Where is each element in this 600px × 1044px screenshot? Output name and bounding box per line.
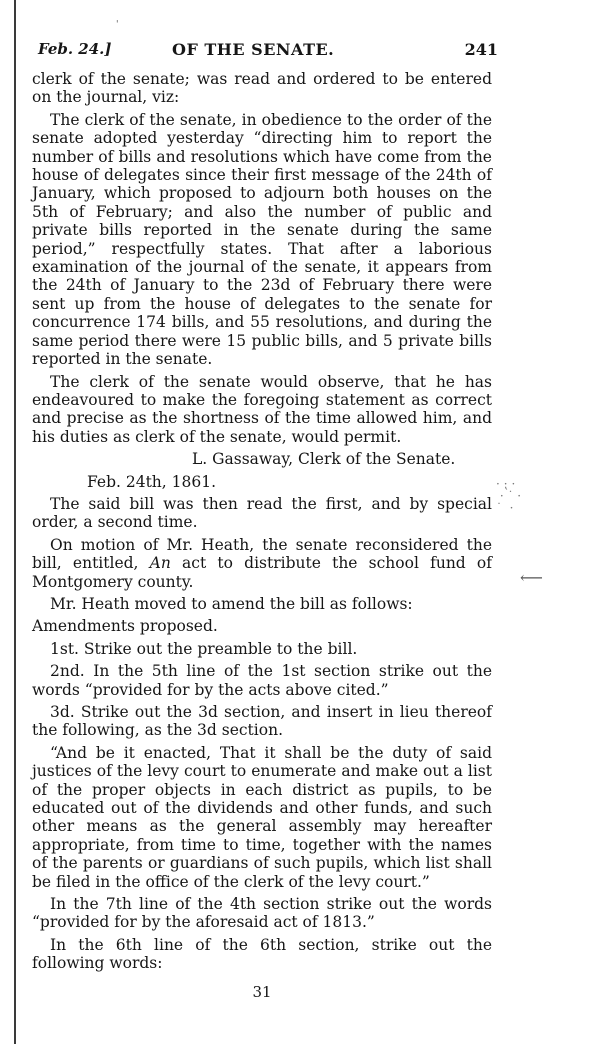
paragraph-text: act to distribute the school fund of Montgomery county. [32, 554, 492, 591]
amendment: In the 7th line of the 4th section strike out the words “provided for by the aforesaid act of 1813.” [32, 895, 492, 932]
amendments-heading: Amendments proposed. [32, 617, 218, 636]
amendment: In the 6th line of the 6th section, strike out the following words: [32, 935, 492, 973]
paragraph-text: On motion of Mr. Heath, the senate reconsidered the bill, entitled, [32, 535, 492, 573]
signature-line: L. Gassaway, Clerk of the Senate. [192, 450, 456, 469]
paragraph [32, 536, 492, 591]
stray-mark: ' [116, 20, 119, 30]
running-header [32, 40, 498, 70]
amendment: 2nd. In the 5th line of the 1st section strike out the words “provided for by the acts above cited.” [32, 662, 492, 699]
body-text [32, 70, 492, 973]
marginal-arrow-icon: ⟵ [520, 568, 543, 587]
paragraph: Mr. Heath moved to amend the bill as follows: [50, 594, 413, 613]
document-page [32, 40, 498, 1001]
paragraph: clerk of the senate; was read and ordered to be entered on the journal, viz: [32, 70, 492, 107]
header-date: Feb. 24.] [38, 40, 112, 58]
amendment: 1st. Strike out the preamble to the bill. [50, 639, 358, 658]
header-title: OF THE SENATE. [172, 40, 335, 59]
paragraph: The said bill was then read the first, and by special order, a second time. [32, 494, 492, 532]
signature-mark: 31 [252, 982, 272, 1001]
page-left-rule [14, 0, 16, 1044]
amendment: 3d. Strike out the 3d section, and insert in lieu thereof the following, as the 3d section. [32, 703, 492, 740]
date-line: Feb. 24th, 1861. [87, 472, 217, 491]
paragraph: The clerk of the senate would observe, that he has endeavoured to make the foregoing statement as correct and precise as the shortness of the time allowed him, and his duties as clerk of the senate, would permit. [32, 372, 492, 446]
amendment: “And be it enacted, That it shall be the duty of said justices of the levy court to enumerate and make out a list of the proper objects in each district as pupils, to be educated out of the dividends and other funds, and such other means as the general assembly may hereafter appropriate, from time to time, together with the names of the parents or guardians of such pupils, which list shall be filed in the office of the clerk of the levy court.” [32, 743, 492, 891]
marginal-marks: · ⁏ · · ˙ · ˙ · [496, 477, 522, 515]
paragraph: The clerk of the senate, in obedience to the order of the senate adopted yesterday “directing him to report the number of bills and resolutions which have come from the house of delegates since their first message of the 24th of January, which proposed to adjourn both houses on the 5th of February; and also the number of public and private bills reported in the senate during the same period,” respectfully states. That after a laborious examination of the journal of the senate, it appears from the 24th of January to the 23d of February there were sent up from the house of delegates to the senate for concurrence 174 bills, and 55 resolutions, and during the same period there were 15 public bills, and 5 private bills reported in the senate. [32, 110, 492, 369]
italic-word: An [149, 554, 171, 573]
header-page-number: 241 [464, 40, 498, 59]
